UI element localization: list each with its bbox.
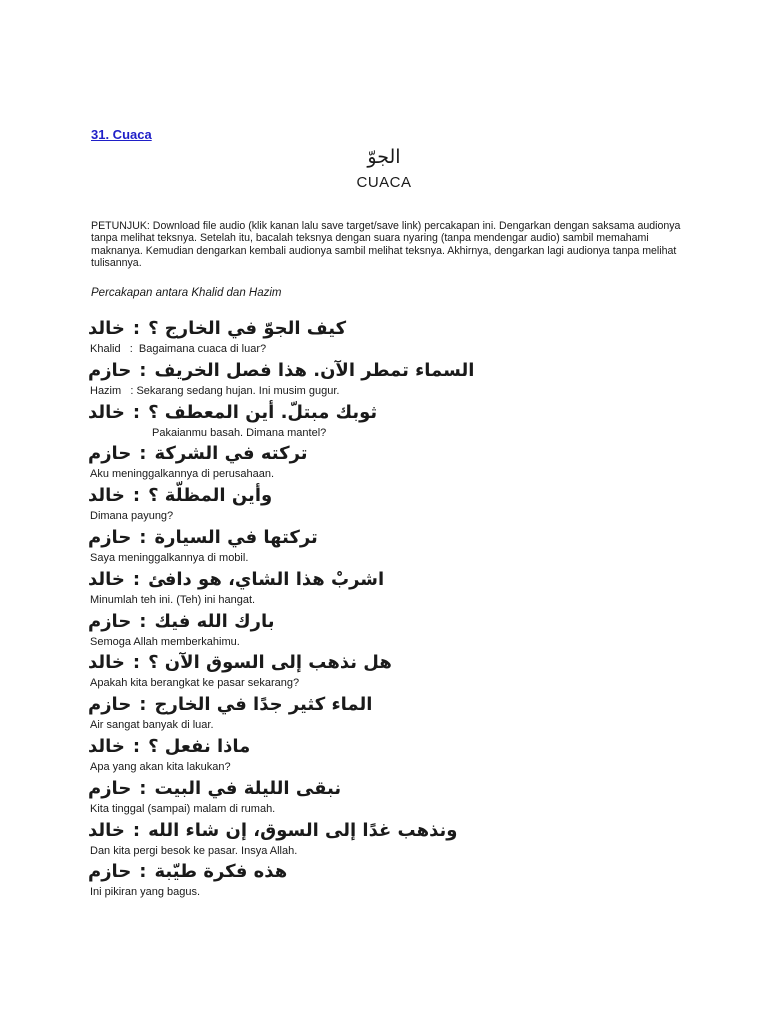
arabic-utterance: كيف الجوّ في الخارج ؟ [148, 318, 347, 339]
arabic-utterance: الماء كثير جدًا في الخارج [154, 694, 373, 716]
speaker-name: خالد [88, 401, 125, 423]
arabic-title: الجوّ [367, 146, 401, 168]
arabic-line [88, 358, 688, 384]
dialog-turn [88, 776, 688, 818]
dialog-turn [88, 525, 688, 567]
translation-line: Minumlah teh ini. (Teh) ini hangat. [90, 593, 256, 606]
dialog [88, 316, 688, 901]
translation-line: Aku meninggalkannya di perusahaan. [90, 468, 275, 481]
dialog-turn [88, 358, 688, 400]
arabic-utterance: السماء تمطر الآن. هذا فصل الخريف [154, 359, 475, 381]
speaker-separator: : [132, 652, 141, 674]
dialog-turn [88, 818, 688, 860]
speaker-name: حازم [88, 443, 132, 465]
speaker-name: خالد [88, 485, 125, 507]
translation-line: Air sangat banyak di luar. [90, 719, 214, 732]
arabic-utterance: اشربْ هذا الشاي، هو دافئ [148, 568, 385, 590]
dialog-turn [88, 650, 688, 692]
arabic-utterance: تركته في الشركة [154, 443, 308, 465]
arabic-line [88, 734, 688, 760]
arabic-utterance: نبقى الليلة في البيت [154, 777, 342, 799]
speaker-separator: : [132, 401, 141, 423]
dialog-turn [88, 609, 688, 651]
instructions-paragraph: PETUNJUK: Download file audio (klik kanan lalu save target/save link) percakapan ini. Dengarkan dengan saksama audionya tanpa melihat teksnya. Setelah itu, bacalah teksnya dengan suara nyaring (tanpa mendengar audio) sambil memahami maknanya. Kemudian dengarkan kembali audionya sambil melihat teksnya. Akhirnya, dengarkan lagi audionya tanpa melihat tulisannya. [91, 220, 681, 269]
dialog-turn [88, 441, 688, 483]
arabic-line [88, 525, 688, 551]
arabic-line [88, 650, 688, 676]
speaker-separator: : [139, 777, 147, 799]
arabic-line [88, 483, 688, 509]
dialog-turn [88, 567, 688, 609]
speaker-name: خالد [88, 318, 125, 339]
speaker-name: خالد [88, 735, 125, 757]
arabic-line [88, 441, 688, 467]
translation-line: Dan kita pergi besok ke pasar. Insya Allah. [90, 844, 298, 857]
speaker-separator: : [139, 694, 147, 716]
translation-line: Semoga Allah memberkahimu. [90, 635, 240, 648]
speaker-name: حازم [88, 610, 132, 632]
arabic-utterance: ثوبك مبتلّ. أين المعطف ؟ [148, 401, 378, 423]
speaker-separator: : [139, 526, 147, 548]
arabic-utterance: هذه فكرة طيّبة [154, 861, 288, 883]
speaker-name: خالد [88, 819, 125, 841]
speaker-separator: : [132, 819, 141, 841]
speaker-name: خالد [88, 568, 125, 590]
translation-line: Saya meninggalkannya di mobil. [90, 551, 249, 564]
dialog-turn [88, 316, 688, 358]
speaker-separator: : [139, 359, 147, 381]
arabic-utterance: ونذهب غدًا إلى السوق، إن شاء الله [148, 819, 458, 841]
speaker-name: حازم [88, 861, 132, 883]
arabic-utterance: ماذا نفعل ؟ [148, 735, 251, 757]
dialog-turn [88, 859, 688, 901]
arabic-utterance: هل نذهب إلى السوق الآن ؟ [148, 652, 392, 674]
speaker-name: حازم [88, 777, 132, 799]
translation-line: Dimana payung? [90, 510, 174, 523]
speaker-name: خالد [88, 652, 125, 674]
speaker-name: حازم [88, 526, 132, 548]
speaker-separator: : [132, 568, 141, 590]
speaker-separator: : [139, 443, 147, 465]
speaker-name: حازم [88, 359, 132, 381]
speaker-separator: : [139, 610, 147, 632]
arabic-utterance: وأين المظلّة ؟ [148, 485, 273, 507]
translation-line: Pakaianmu basah. Dimana mantel? [152, 426, 327, 439]
speaker-separator: : [132, 318, 141, 339]
dialog-subtitle: Percakapan antara Khalid dan Hazim [91, 287, 282, 299]
speaker-name: حازم [88, 694, 132, 716]
lesson-link[interactable]: 31. Cuaca [91, 127, 152, 142]
arabic-line [88, 859, 688, 885]
arabic-line [88, 316, 688, 342]
translation-line: Apakah kita berangkat ke pasar sekarang? [90, 677, 300, 690]
speaker-separator: : [139, 861, 147, 883]
translation-line: Apa yang akan kita lakukan? [90, 760, 231, 773]
arabic-line [88, 400, 688, 426]
translation-line: Hazim : Sekarang sedang hujan. Ini musim gugur. [90, 384, 340, 397]
lesson-title: CUACA [356, 174, 412, 191]
arabic-line [88, 692, 688, 718]
translation-line: Khalid : Bagaimana cuaca di luar? [90, 343, 267, 355]
arabic-line [88, 776, 688, 802]
arabic-line [88, 818, 688, 844]
dialog-turn [88, 734, 688, 776]
arabic-utterance: تركتها في السيارة [154, 526, 318, 548]
translation-line: Kita tinggal (sampai) malam di rumah. [90, 802, 276, 815]
speaker-separator: : [132, 485, 141, 507]
dialog-turn [88, 400, 688, 442]
arabic-line [88, 609, 688, 635]
translation-line: Ini pikiran yang bagus. [90, 886, 201, 899]
speaker-separator: : [132, 735, 141, 757]
dialog-turn [88, 483, 688, 525]
arabic-line [88, 567, 688, 593]
dialog-turn [88, 692, 688, 734]
arabic-utterance: بارك الله فيك [154, 610, 275, 632]
